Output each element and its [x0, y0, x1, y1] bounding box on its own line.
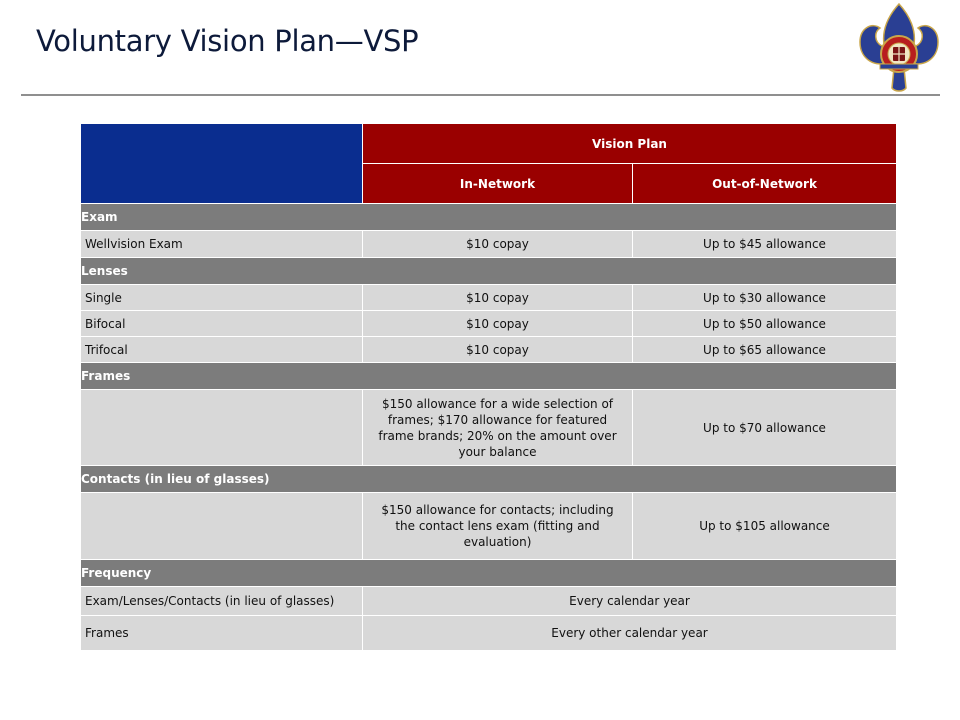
- row-label: [81, 493, 363, 560]
- section-row-contacts: [81, 466, 897, 493]
- out-of-network-value: Up to $105 allowance: [633, 493, 897, 560]
- section-row-exam: [81, 204, 897, 231]
- frequency-value: Every calendar year: [363, 587, 897, 616]
- frequency-value: Every other calendar year: [363, 616, 897, 651]
- row-label: Wellvision Exam: [81, 231, 363, 258]
- out-of-network-header: Out-of-Network: [633, 164, 897, 204]
- table-row: [81, 231, 897, 258]
- vision-plan-table: [80, 123, 897, 651]
- section-row-frequency: [81, 560, 897, 587]
- section-title: Contacts (in lieu of glasses): [81, 466, 897, 493]
- table-row: [81, 390, 897, 466]
- row-label: [81, 390, 363, 466]
- table-row: [81, 337, 897, 363]
- in-network-value: $10 copay: [363, 337, 633, 363]
- section-title: Frequency: [81, 560, 897, 587]
- vision-plan-header: Vision Plan: [363, 124, 897, 164]
- table-row: [81, 587, 897, 616]
- table-row: [81, 616, 897, 651]
- in-network-value: $150 allowance for a wide selection of frames; $170 allowance for featured frame brands; 20% on the amount over your balance: [363, 390, 633, 466]
- in-network-header: In-Network: [363, 164, 633, 204]
- in-network-value: $10 copay: [363, 311, 633, 337]
- out-of-network-value: Up to $65 allowance: [633, 337, 897, 363]
- table-header-row: [81, 124, 897, 164]
- table-row: [81, 493, 897, 560]
- table-row: [81, 311, 897, 337]
- table-row: [81, 285, 897, 311]
- out-of-network-value: Up to $50 allowance: [633, 311, 897, 337]
- title-divider: [21, 94, 940, 96]
- out-of-network-value: Up to $45 allowance: [633, 231, 897, 258]
- fleur-de-lis-crest-icon: [854, 2, 944, 94]
- out-of-network-value: Up to $70 allowance: [633, 390, 897, 466]
- in-network-value: $10 copay: [363, 285, 633, 311]
- row-label: Single: [81, 285, 363, 311]
- out-of-network-value: Up to $30 allowance: [633, 285, 897, 311]
- header-corner-cell: [81, 124, 363, 204]
- row-label: Bifocal: [81, 311, 363, 337]
- section-row-frames: [81, 363, 897, 390]
- row-label: Exam/Lenses/Contacts (in lieu of glasses): [81, 587, 363, 616]
- in-network-value: $150 allowance for contacts; including the contact lens exam (fitting and evaluation): [363, 493, 633, 560]
- page-title: Voluntary Vision Plan—VSP: [36, 24, 419, 58]
- section-title: Lenses: [81, 258, 897, 285]
- row-label: Frames: [81, 616, 363, 651]
- section-title: Frames: [81, 363, 897, 390]
- section-title: Exam: [81, 204, 897, 231]
- section-row-lenses: [81, 258, 897, 285]
- in-network-value: $10 copay: [363, 231, 633, 258]
- row-label: Trifocal: [81, 337, 363, 363]
